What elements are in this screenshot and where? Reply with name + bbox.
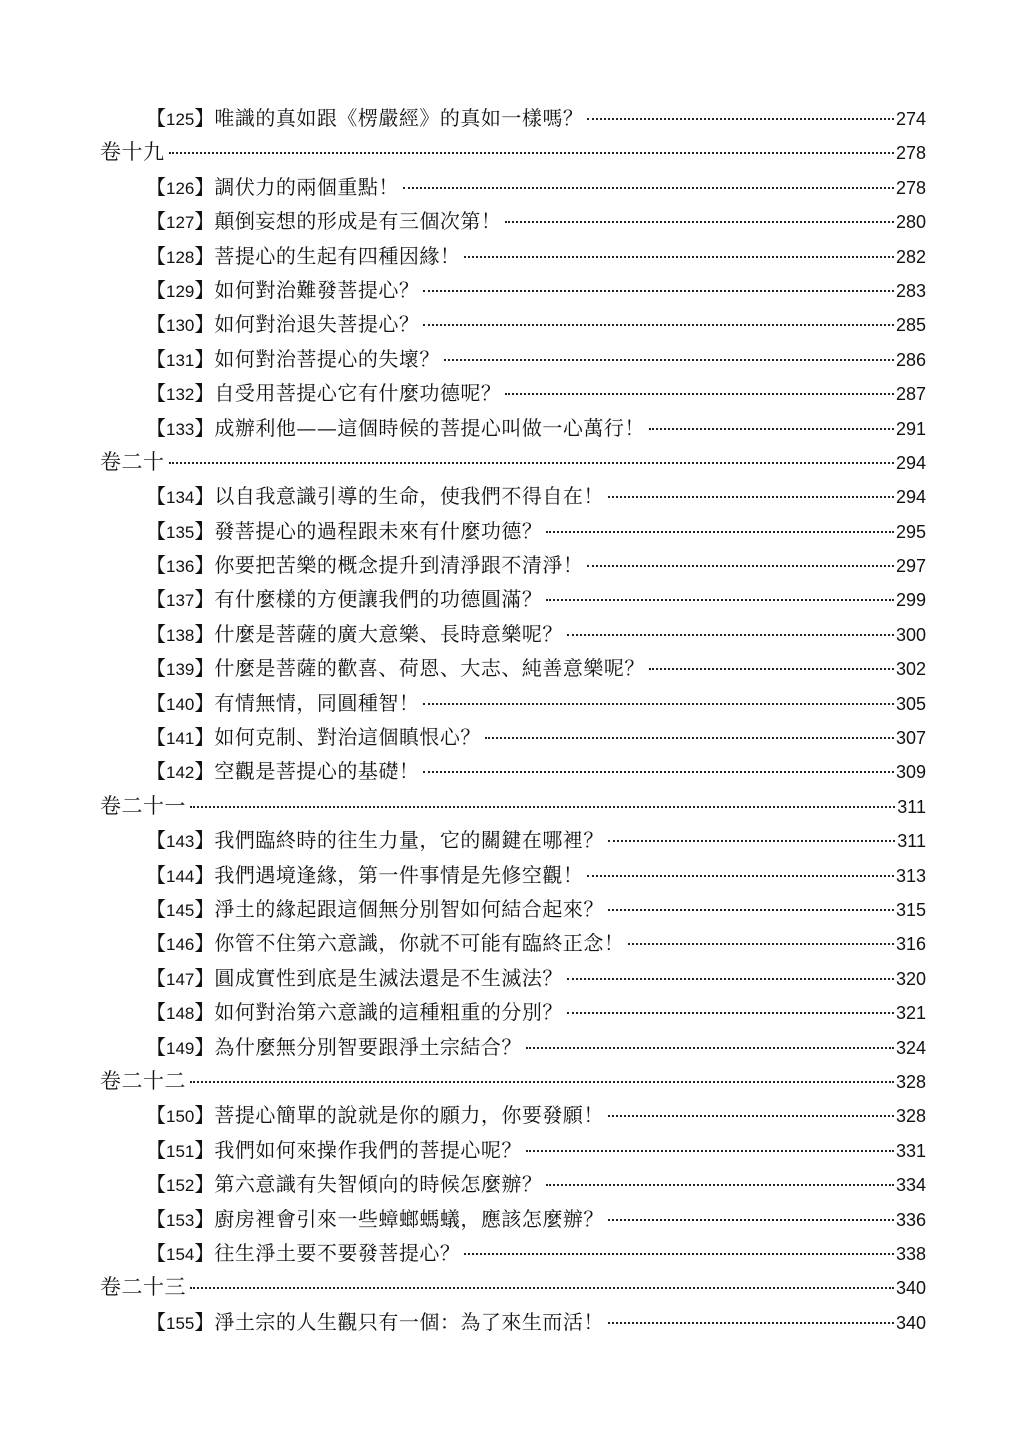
right-bracket: 】 <box>194 965 215 990</box>
dot-leader <box>169 462 894 464</box>
page-number: 291 <box>895 418 926 439</box>
dot-leader <box>587 875 894 877</box>
entry-number: 152 <box>166 1176 195 1196</box>
toc-entry <box>100 101 926 135</box>
left-bracket: 【 <box>146 1240 166 1265</box>
page-number: 283 <box>895 280 926 301</box>
entry-number: 126 <box>166 178 195 198</box>
page-number: 287 <box>895 384 926 405</box>
left-bracket: 【 <box>146 725 166 750</box>
dot-leader <box>423 290 894 292</box>
page-number: 313 <box>895 865 926 886</box>
entry-title: 淨土宗的人生觀只有一個：為了來生而活！ <box>214 1309 604 1334</box>
right-bracket: 】 <box>194 346 215 371</box>
volume-title: 卷二十一 <box>100 793 186 818</box>
dot-leader <box>403 187 894 189</box>
entry-title: 我們遇境逢緣，第一件事情是先修空觀！ <box>214 862 584 887</box>
left-bracket: 【 <box>146 553 166 578</box>
toc-entry <box>100 239 926 273</box>
toc-entry <box>100 1202 926 1236</box>
page-number: 274 <box>895 109 926 129</box>
dot-leader <box>608 1219 894 1221</box>
toc-entry <box>100 548 926 582</box>
toc-entry <box>100 479 926 513</box>
left-bracket: 【 <box>146 621 166 646</box>
page-number: 324 <box>895 1037 926 1058</box>
volume-title: 卷二十 <box>100 449 165 474</box>
toc-entry <box>100 1167 926 1201</box>
entry-title: 如何對治第六意識的這種粗重的分別？ <box>214 1000 563 1025</box>
entry-title: 廚房裡會引來一些蟑螂螞蟻，應該怎麼辦？ <box>214 1206 604 1231</box>
right-bracket: 】 <box>194 1137 215 1162</box>
entry-number: 127 <box>166 213 195 233</box>
volume-title: 卷二十二 <box>100 1068 186 1093</box>
left-bracket: 【 <box>146 1034 166 1059</box>
dot-leader <box>190 806 895 808</box>
left-bracket: 【 <box>146 381 166 406</box>
entry-title: 第六意識有失智傾向的時候怎麼辦？ <box>214 1172 543 1197</box>
right-bracket: 】 <box>194 381 215 406</box>
dot-leader <box>464 1253 894 1255</box>
dot-leader <box>587 565 894 567</box>
page-number: 278 <box>895 177 926 198</box>
dot-leader <box>423 324 894 326</box>
entry-number: 129 <box>166 281 195 301</box>
right-bracket: 】 <box>194 862 215 887</box>
toc-entry <box>100 582 926 616</box>
page-number: 331 <box>895 1140 926 1161</box>
toc-entry <box>100 1305 926 1339</box>
volume-title: 卷二十三 <box>100 1275 186 1300</box>
left-bracket: 【 <box>146 174 166 199</box>
entry-number: 132 <box>166 385 195 405</box>
table-of-contents <box>100 101 926 1339</box>
right-bracket: 】 <box>194 243 215 268</box>
entry-number: 142 <box>166 763 195 783</box>
toc-entry <box>100 686 926 720</box>
entry-number: 144 <box>166 866 195 886</box>
toc-entry <box>100 1030 926 1064</box>
entry-number: 153 <box>166 1210 195 1230</box>
toc-entry <box>100 376 926 410</box>
page-number: 338 <box>895 1243 926 1264</box>
entry-number: 141 <box>166 729 195 749</box>
page-number: 340 <box>895 1278 926 1299</box>
entry-title: 發菩提心的過程跟未來有什麼功德？ <box>214 518 543 543</box>
page-number: 309 <box>895 762 926 783</box>
left-bracket: 【 <box>146 862 166 887</box>
toc-entry <box>100 651 926 685</box>
toc-entry <box>100 411 926 445</box>
right-bracket: 】 <box>194 690 215 715</box>
entry-number: 125 <box>166 110 195 129</box>
entry-title: 如何對治菩提心的失壞？ <box>214 346 440 371</box>
dot-leader <box>587 118 894 120</box>
page-number: 307 <box>895 728 926 749</box>
right-bracket: 】 <box>194 553 215 578</box>
right-bracket: 】 <box>194 1000 215 1025</box>
entry-title: 淨土的緣起跟這個無分別智如何結合起來？ <box>214 896 604 921</box>
page-number: 328 <box>895 1071 926 1092</box>
entry-number: 155 <box>166 1313 195 1333</box>
left-bracket: 【 <box>146 896 166 921</box>
left-bracket: 【 <box>146 484 166 509</box>
right-bracket: 】 <box>194 587 215 612</box>
toc-entry <box>100 273 926 307</box>
right-bracket: 】 <box>194 759 215 784</box>
page-number: 328 <box>895 1106 926 1127</box>
toc-entry <box>100 720 926 754</box>
entry-number: 147 <box>166 969 195 989</box>
left-bracket: 【 <box>146 243 166 268</box>
entry-title: 我們臨終時的往生力量，它的關鍵在哪裡？ <box>214 828 604 853</box>
right-bracket: 】 <box>194 621 215 646</box>
right-bracket: 】 <box>194 277 215 302</box>
dot-leader <box>505 221 894 223</box>
left-bracket: 【 <box>146 209 166 234</box>
left-bracket: 【 <box>146 656 166 681</box>
volume-title: 卷十九 <box>100 140 165 165</box>
dot-leader <box>608 909 894 911</box>
entry-title: 圓成實性到底是生滅法還是不生滅法？ <box>214 965 563 990</box>
right-bracket: 】 <box>194 312 215 337</box>
dot-leader <box>546 531 894 533</box>
dot-leader <box>526 1047 894 1049</box>
page-number: 311 <box>897 796 926 817</box>
page-number: 302 <box>895 659 926 680</box>
page-number: 299 <box>895 590 926 611</box>
dot-leader <box>567 978 894 980</box>
page-number: 294 <box>895 452 926 473</box>
entry-title: 如何對治退失菩提心？ <box>214 312 420 337</box>
toc-entry <box>100 926 926 960</box>
dot-leader <box>169 152 894 154</box>
entry-number: 148 <box>166 1004 195 1024</box>
toc-entry <box>100 754 926 788</box>
left-bracket: 【 <box>146 587 166 612</box>
dot-leader <box>608 1115 894 1117</box>
right-bracket: 】 <box>194 106 215 130</box>
dot-leader <box>444 359 894 361</box>
page-number: 311 <box>897 831 926 852</box>
right-bracket: 】 <box>194 656 215 681</box>
dot-leader <box>546 599 894 601</box>
dot-leader <box>423 703 894 705</box>
toc-entry <box>100 204 926 238</box>
entry-number: 137 <box>166 591 195 611</box>
left-bracket: 【 <box>146 1172 166 1197</box>
page-number: 305 <box>895 693 926 714</box>
entry-title: 如何克制、對治這個瞋恨心？ <box>214 725 481 750</box>
entry-title: 有什麼樣的方便讓我們的功德圓滿？ <box>214 587 543 612</box>
toc-volume-heading <box>100 1064 926 1098</box>
toc-entry <box>100 858 926 892</box>
entry-number: 150 <box>166 1107 195 1127</box>
left-bracket: 【 <box>146 1206 166 1231</box>
entry-number: 138 <box>166 625 195 645</box>
entry-number: 145 <box>166 900 195 920</box>
right-bracket: 】 <box>194 931 215 956</box>
entry-number: 143 <box>166 832 195 852</box>
left-bracket: 【 <box>146 106 166 130</box>
entry-title: 顛倒妄想的形成是有三個次第！ <box>214 209 502 234</box>
entry-title: 往生淨土要不要發菩提心？ <box>214 1240 461 1265</box>
dot-leader <box>464 256 894 258</box>
entry-title: 自受用菩提心它有什麼功德呢？ <box>214 381 502 406</box>
right-bracket: 】 <box>194 725 215 750</box>
entry-number: 134 <box>166 488 195 508</box>
entry-title: 什麼是菩薩的歡喜、荷恩、大志、純善意樂呢？ <box>214 656 645 681</box>
page-number: 294 <box>895 487 926 508</box>
left-bracket: 【 <box>146 931 166 956</box>
page-number: 334 <box>895 1175 926 1196</box>
left-bracket: 【 <box>146 965 166 990</box>
left-bracket: 【 <box>146 1309 166 1334</box>
entry-number: 149 <box>166 1038 195 1058</box>
toc-entry <box>100 892 926 926</box>
entry-number: 139 <box>166 660 195 680</box>
toc-entry <box>100 1236 926 1270</box>
dot-leader <box>608 840 895 842</box>
page-number: 321 <box>895 1003 926 1024</box>
toc-volume-heading <box>100 135 926 169</box>
entry-number: 151 <box>166 1141 195 1161</box>
toc-entry <box>100 342 926 376</box>
entry-number: 128 <box>166 247 195 267</box>
right-bracket: 】 <box>194 828 215 853</box>
dot-leader <box>628 943 894 945</box>
right-bracket: 】 <box>194 1172 215 1197</box>
entry-title: 什麼是菩薩的廣大意樂、長時意樂呢？ <box>214 621 563 646</box>
entry-number: 133 <box>166 419 195 439</box>
entry-title: 成辦利他——這個時候的菩提心叫做一心萬行！ <box>214 415 645 440</box>
dot-leader <box>649 428 894 430</box>
dot-leader <box>526 1150 894 1152</box>
toc-entry <box>100 995 926 1029</box>
dot-leader <box>567 634 894 636</box>
entry-number: 130 <box>166 316 195 336</box>
page-number: 278 <box>895 143 926 164</box>
entry-title: 空觀是菩提心的基礎！ <box>214 759 420 784</box>
entry-title: 菩提心的生起有四種因緣！ <box>214 243 461 268</box>
toc-volume-heading <box>100 1270 926 1304</box>
right-bracket: 】 <box>194 1103 215 1128</box>
toc-entry <box>100 617 926 651</box>
entry-title: 你管不住第六意識，你就不可能有臨終正念！ <box>214 931 625 956</box>
entry-number: 131 <box>166 350 195 370</box>
dot-leader <box>190 1081 894 1083</box>
page-number: 280 <box>895 212 926 233</box>
toc-entry <box>100 961 926 995</box>
dot-leader <box>546 1184 894 1186</box>
dot-leader <box>423 771 894 773</box>
dot-leader <box>608 496 894 498</box>
right-bracket: 】 <box>194 896 215 921</box>
page-number: 282 <box>895 246 926 267</box>
left-bracket: 【 <box>146 1103 166 1128</box>
toc-entry <box>100 514 926 548</box>
dot-leader <box>649 668 894 670</box>
page-number: 285 <box>895 315 926 336</box>
dot-leader <box>608 1322 894 1324</box>
entry-number: 136 <box>166 557 195 577</box>
left-bracket: 【 <box>146 690 166 715</box>
right-bracket: 】 <box>194 415 215 440</box>
entry-number: 146 <box>166 935 195 955</box>
right-bracket: 】 <box>194 1034 215 1059</box>
left-bracket: 【 <box>146 312 166 337</box>
entry-title: 如何對治難發菩提心？ <box>214 277 420 302</box>
toc-entry <box>100 1133 926 1167</box>
entry-number: 140 <box>166 694 195 714</box>
entry-title: 為什麼無分別智要跟淨土宗結合？ <box>214 1034 522 1059</box>
dot-leader <box>190 1287 894 1289</box>
toc-entry <box>100 823 926 857</box>
page-number: 336 <box>895 1209 926 1230</box>
dot-leader <box>505 393 894 395</box>
left-bracket: 【 <box>146 759 166 784</box>
left-bracket: 【 <box>146 518 166 543</box>
entry-title: 調伏力的兩個重點！ <box>214 174 399 199</box>
toc-volume-heading <box>100 789 926 823</box>
page-number: 286 <box>895 349 926 370</box>
page-number: 316 <box>895 934 926 955</box>
left-bracket: 【 <box>146 1000 166 1025</box>
right-bracket: 】 <box>194 518 215 543</box>
page-number: 340 <box>895 1312 926 1333</box>
page-number: 320 <box>895 968 926 989</box>
toc-entry <box>100 170 926 204</box>
toc-entry <box>100 307 926 341</box>
dot-leader <box>485 737 894 739</box>
right-bracket: 】 <box>194 1309 215 1334</box>
toc-volume-heading <box>100 445 926 479</box>
toc-entry <box>100 1098 926 1132</box>
left-bracket: 【 <box>146 346 166 371</box>
page-number: 300 <box>895 624 926 645</box>
entry-number: 135 <box>166 522 195 542</box>
right-bracket: 】 <box>194 1240 215 1265</box>
left-bracket: 【 <box>146 828 166 853</box>
entry-title: 有情無情，同圓種智！ <box>214 690 420 715</box>
right-bracket: 】 <box>194 174 215 199</box>
left-bracket: 【 <box>146 1137 166 1162</box>
entry-number: 154 <box>166 1244 195 1264</box>
left-bracket: 【 <box>146 277 166 302</box>
entry-title: 菩提心簡單的說就是你的願力，你要發願！ <box>214 1103 604 1128</box>
dot-leader <box>567 1012 894 1014</box>
entry-title: 唯識的真如跟《楞嚴經》的真如一樣嗎？ <box>214 106 584 130</box>
page-number: 295 <box>895 521 926 542</box>
right-bracket: 】 <box>194 1206 215 1231</box>
entry-title: 以自我意識引導的生命，使我們不得自在！ <box>214 484 604 509</box>
page-number: 297 <box>895 556 926 577</box>
right-bracket: 】 <box>194 484 215 509</box>
right-bracket: 】 <box>194 209 215 234</box>
entry-title: 我們如何來操作我們的菩提心呢？ <box>214 1137 522 1162</box>
left-bracket: 【 <box>146 415 166 440</box>
page-number: 315 <box>895 899 926 920</box>
entry-title: 你要把苦樂的概念提升到清淨跟不清淨！ <box>214 553 584 578</box>
